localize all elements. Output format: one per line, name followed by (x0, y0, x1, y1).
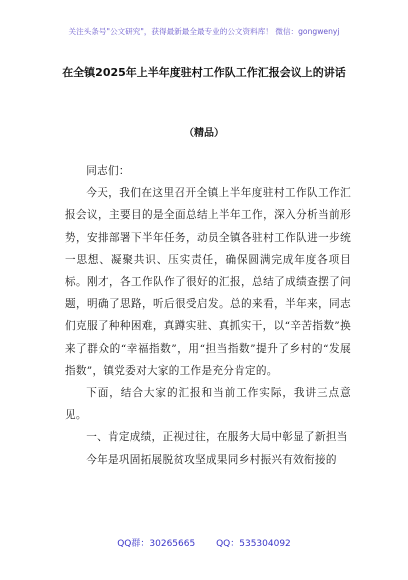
header-promo-note: 关注头条号"公文研究"，获得最新最全最专业的公文资料库！ 微信：gongwenyj (68, 27, 340, 36)
document-subtitle: （精品） (184, 128, 224, 139)
footer-qq-group: QQ群：30265665 (117, 539, 196, 549)
section-heading-one: 一、肯定成绩，正视过往，在服务大局中彰显了新担当 (86, 431, 348, 444)
footer-qq: QQ：535304092 (216, 539, 291, 549)
document-title: 在全镇2025年上半年度驻村工作队工作汇报会议上的讲话 (62, 66, 346, 79)
paragraph-transition: 下面，结合大家的汇报和当前工作实际，我讲三点意见。 (65, 387, 351, 422)
paragraph-opening: 今天，我们在这里召开全镇上半年度驻村工作队工作汇报会议，主要目的是全面总结上半年工作，深入分析当前形势，安排部署下半年任务，动员全镇各驻村工作队进一步统一思想、凝聚共识、压实责任，确保圆满完成年度各项目标。刚才，各工作队作了很好的汇报，总结了成绩查摆了问题，明确了思路，听后很受启发。总的来看，半年来，同志们克服了种种困难，真蹲实驻、真抓实干，以“辛苦指数”换来了群众的“幸福指数”，用“担当指数”提升了乡村的“发展指数”，镇党委对大家的工作是充分肯定的。 (65, 187, 351, 377)
document-body (65, 160, 351, 471)
paragraph-section-one: 今年是巩固拓展脱贫攻坚成果同乡村振兴有效衔接的 (86, 453, 337, 466)
footer-contact (0, 536, 408, 549)
paragraph-salutation: 同志们： (86, 165, 130, 177)
